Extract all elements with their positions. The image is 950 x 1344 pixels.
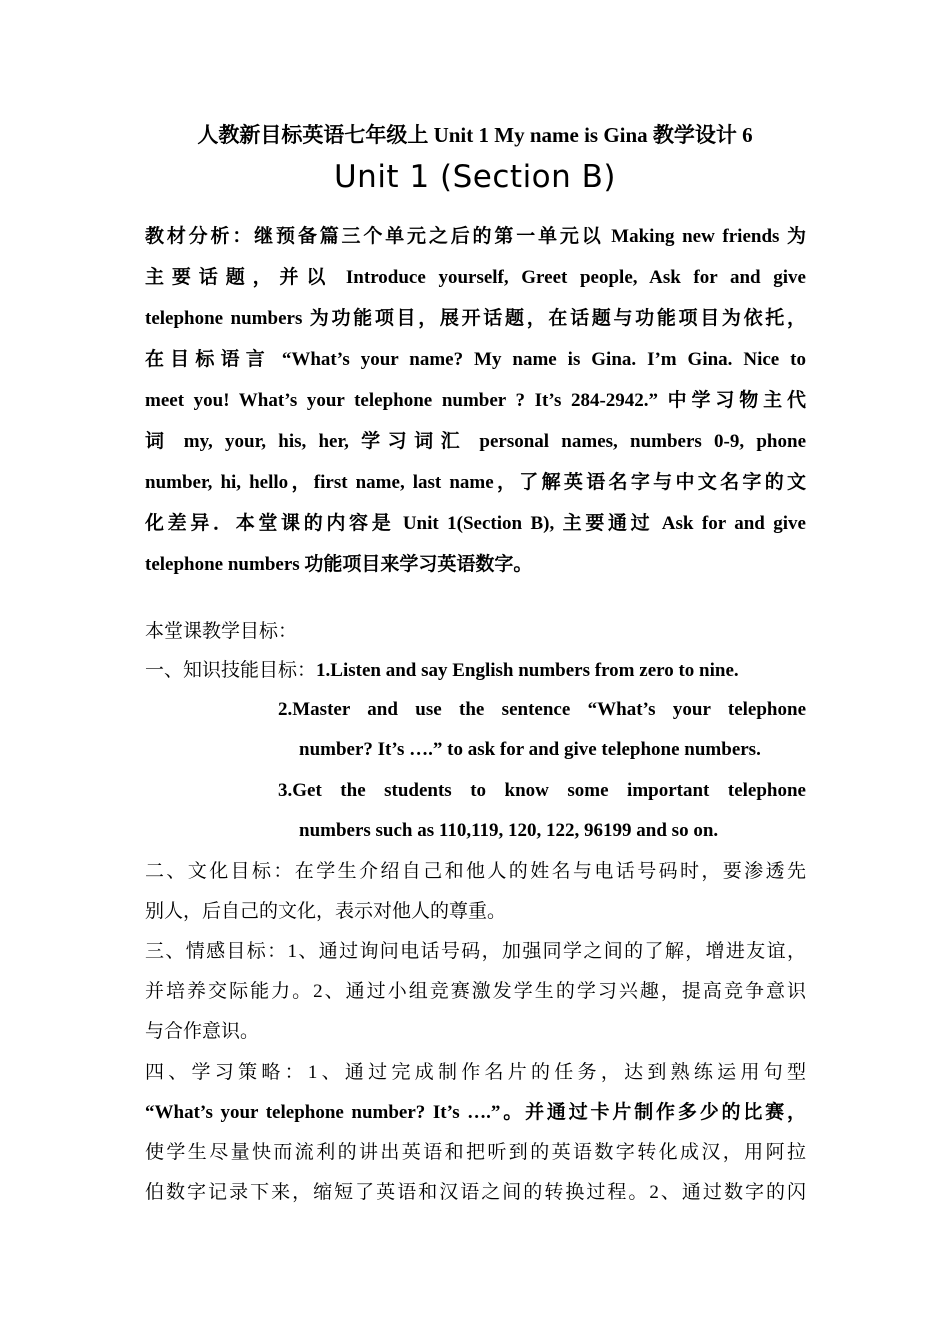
analysis-paragraph bbox=[145, 216, 806, 585]
strategy-objective bbox=[145, 1053, 806, 1213]
emotion-line: 与合作意识。 bbox=[145, 1021, 260, 1042]
culture-objective bbox=[145, 852, 806, 932]
analysis-line: telephone numbers 为功能项目，展开话题，在话题与功能项目为依托， bbox=[145, 308, 806, 329]
strategy-line: “What’s your telephone number? It’s ….”。并通过卡片制作多少的比赛， bbox=[145, 1102, 806, 1123]
emotion-line: 三、情感目标：1、通过询问电话号码，加强同学之间的了解，增进友谊， bbox=[145, 941, 806, 962]
document-subtitle: Unit 1 (Section B) bbox=[333, 159, 617, 195]
knowledge-item-2a: 2.Master and use the sentence “What’s your telephone bbox=[278, 699, 806, 720]
culture-line: 别人，后自己的文化，表示对他人的尊重。 bbox=[145, 901, 507, 922]
objectives-heading-text: 本堂课教学目标： bbox=[145, 621, 298, 642]
knowledge-item-2b: number? It’s ….” to ask for and give telephone numbers. bbox=[299, 739, 761, 760]
analysis-line: 教材分析：继预备篇三个单元之后的第一单元以 Making new friends 为 bbox=[145, 226, 806, 247]
emotion-objective bbox=[145, 932, 806, 1052]
analysis-line: number, hi, hello，first name, last name，了解英语名字与中文名字的文 bbox=[145, 472, 806, 493]
strategy-line: 使学生尽量快而流利的讲出英语和把听到的英语数字转化成汉，用阿拉 bbox=[145, 1142, 806, 1163]
objectives-heading bbox=[145, 611, 806, 652]
knowledge-objective-3 bbox=[278, 771, 806, 851]
document-title: 人教新目标英语七年级上 Unit 1 My name is Gina 教学设计 6 bbox=[197, 123, 753, 147]
emotion-line: 并培养交际能力。2、通过小组竞赛激发学生的学习兴趣，提高竞争意识 bbox=[145, 981, 806, 1002]
strategy-line: 伯数字记录下来，缩短了英语和汉语之间的转换过程。2、通过数字的闪 bbox=[145, 1182, 806, 1203]
knowledge-objective-1 bbox=[145, 650, 806, 691]
knowledge-label: 一、知识技能目标： bbox=[145, 660, 317, 681]
analysis-line: 主要话题，并以 Introduce yourself, Greet people, Ask for and give bbox=[145, 267, 806, 288]
analysis-line: 在目标语言 “What’s your name? My name is Gina. I’m Gina. Nice to bbox=[145, 349, 806, 370]
knowledge-item-1: 1.Listen and say English numbers from zero to nine. bbox=[316, 660, 739, 681]
knowledge-item-3b: numbers such as 110,119, 120, 122, 96199 and so on. bbox=[299, 820, 719, 841]
strategy-line: 四、学习策略：1、通过完成制作名片的任务，达到熟练运用句型 bbox=[145, 1062, 806, 1083]
analysis-line: meet you! What’s your telephone number ? It’s 284-2942.” 中学习物主代 bbox=[145, 390, 806, 411]
analysis-line: 词 my, your, his, her, 学习词汇 personal names, numbers 0-9, phone bbox=[145, 431, 806, 452]
analysis-line: telephone numbers 功能项目来学习英语数字。 bbox=[145, 554, 533, 575]
analysis-line: 化差异．本堂课的内容是 Unit 1(Section B), 主要通过 Ask for and give bbox=[145, 513, 806, 534]
culture-line: 二、文化目标：在学生介绍自己和他人的姓名与电话号码时，要渗透先 bbox=[145, 861, 806, 882]
knowledge-item-3a: 3.Get the students to know some important telephone bbox=[278, 780, 806, 801]
knowledge-objective-2 bbox=[278, 690, 806, 770]
